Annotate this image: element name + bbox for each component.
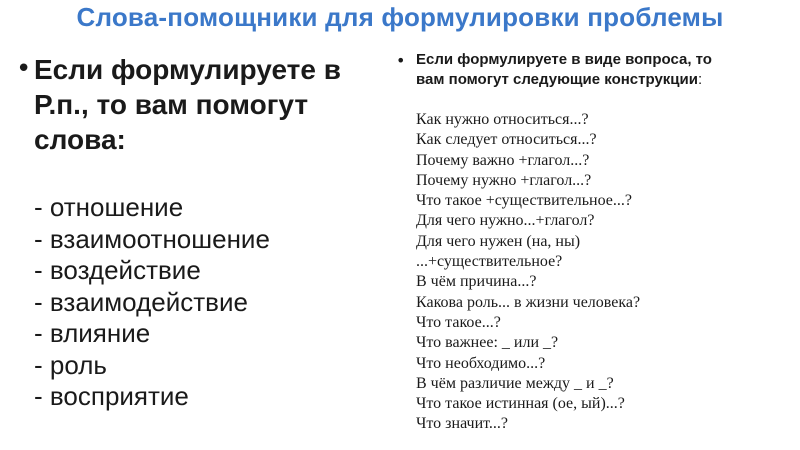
question-list-item: ...+существительное?	[416, 253, 563, 271]
word-list-item: - воздействие	[34, 255, 201, 285]
question-list-item: Что такое истинная (ое, ый)...?	[416, 395, 625, 413]
question-list-item: Почему нужно +глагол...?	[416, 171, 592, 189]
question-list-item: Для чего нужен (на, ны)	[416, 232, 581, 250]
left-heading: Если формулируете в Р.п., то вам помогут слова:	[34, 54, 341, 155]
word-list	[34, 192, 376, 413]
bullet-icon: •	[396, 51, 406, 70]
right-heading-colon: :	[697, 71, 703, 88]
word-list-item: - взаимодействие	[34, 286, 248, 317]
right-heading-text: Если формулируете в виде вопроса, то вам помогут следующие конструкции	[416, 51, 712, 88]
question-list	[416, 110, 796, 435]
question-list-item: Как нужно относиться...?	[416, 111, 589, 128]
question-list-item: Почему важно +глагол...?	[416, 151, 590, 169]
word-list-item: - влияние	[34, 318, 151, 348]
question-list-item: Для чего нужно...+глагол?	[416, 212, 595, 230]
question-list-item: Что такое...?	[416, 313, 501, 331]
page-title: Слова-помощники для формулировки проблемы	[76, 2, 724, 32]
left-column	[16, 52, 376, 413]
question-list-item: Что важнее: _ или _?	[416, 334, 559, 352]
question-list-item: Как следует относиться...?	[416, 131, 597, 149]
word-list-item: - взаимоотношение	[34, 223, 270, 254]
question-list-item: В чём причина...?	[416, 273, 537, 291]
bullet-icon: •	[16, 54, 32, 84]
question-list-item: Что значит...?	[416, 415, 509, 433]
word-list-item: - отношение	[34, 192, 184, 222]
question-list-item: Какова роль... в жизни человека?	[416, 293, 641, 311]
word-list-item: - роль	[34, 349, 107, 380]
word-list-item: - восприятие	[34, 381, 189, 411]
question-list-item: Что необходимо...?	[416, 354, 546, 372]
right-column	[396, 50, 796, 450]
right-heading	[416, 50, 796, 90]
question-list-item: В чём различие между _ и _?	[416, 374, 614, 392]
question-list-item: Что такое +существительное...?	[416, 192, 633, 210]
